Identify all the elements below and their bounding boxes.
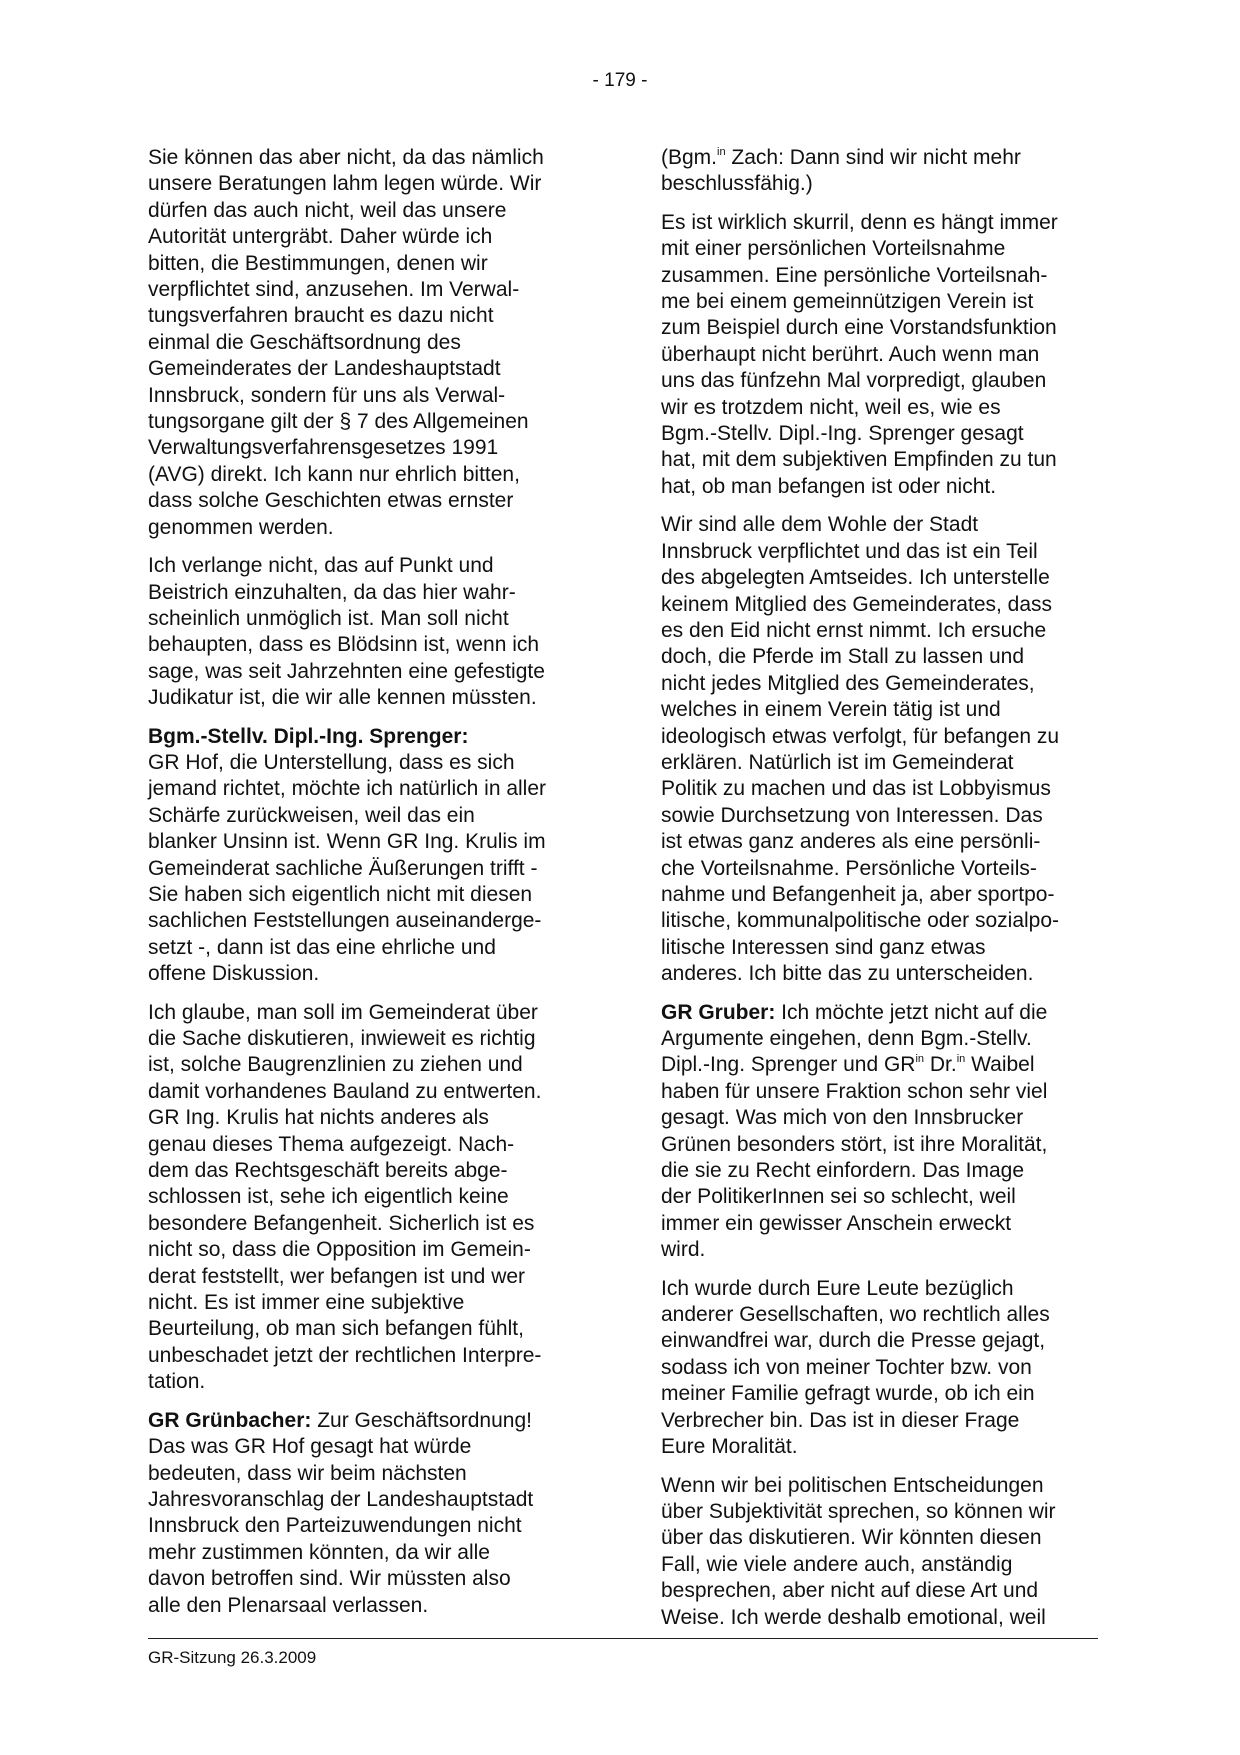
text-line: Das was GR Hof gesagt hat würde (148, 1435, 472, 1459)
text-line: ideologisch etwas verfolgt, für befangen zu (661, 724, 1060, 748)
text-line: nicht. Es ist immer eine subjektive (148, 1291, 465, 1315)
text-line: überhaupt nicht berührt. Auch wenn man (661, 342, 1040, 366)
text-line: sowie Durchsetzung von Interessen. Das (661, 803, 1043, 827)
paragraph (661, 1473, 1099, 1631)
text-line: haben für unsere Fraktion schon sehr viel (661, 1079, 1048, 1103)
text-line: meiner Familie gefragt wurde, ob ich ein (661, 1382, 1035, 1406)
text-run: Dr. (924, 1053, 957, 1077)
text-line: anderes. Ich bitte das zu unterscheiden. (661, 962, 1034, 986)
text-line: Weise. Ich werde deshalb emotional, weil (661, 1605, 1046, 1629)
text-line: welches in einem Verein tätig ist und (661, 698, 1001, 722)
text-line: blanker Unsinn ist. Wenn GR Ing. Krulis im (148, 830, 546, 854)
speech-first-line (661, 1000, 1099, 1026)
text-line: Gemeinderat sachliche Äußerungen trifft - (148, 856, 538, 880)
text-line: Fall, wie viele andere auch, anständig (661, 1552, 1013, 1576)
text-line: zum Beispiel durch eine Vorstandsfunktion (661, 316, 1057, 340)
text-line: die sie zu Recht einfordern. Das Image (661, 1159, 1025, 1183)
text-line: Sie können das aber nicht, da das nämlich (148, 146, 544, 169)
speech-text (148, 750, 586, 988)
text-line: zusammen. Eine persönliche Vorteilsnah- (661, 263, 1048, 287)
text-line: tungsorgane gilt der § 7 des Allgemeinen (148, 410, 529, 434)
text-line: ist etwas ganz anderes als eine persönli- (661, 830, 1041, 854)
interjection-line (661, 145, 1099, 171)
text-line: unbeschadet jetzt der rechtlichen Interpre- (148, 1343, 542, 1367)
text-line: über Subjektivität sprechen, so können wir (661, 1499, 1056, 1523)
interjection-speaker: (Bgm. (661, 146, 718, 169)
paragraph (661, 210, 1099, 500)
text-line: gesagt. Was mich von den Innsbrucker (661, 1106, 1024, 1130)
text-line: genommen werden. (148, 515, 334, 539)
text-line: Schärfe zurückweisen, weil das ein (148, 803, 475, 827)
text-line: verpflichtet sind, anzusehen. Im Verwal- (148, 278, 520, 302)
text-line: einwandfrei war, durch die Presse gejagt, (661, 1329, 1046, 1353)
page-number: - 179 - (592, 70, 648, 91)
text-line: des abgelegten Amtseides. Ich unterstelle (661, 566, 1050, 590)
text-line: doch, die Pferde im Stall zu lassen und (661, 645, 1025, 669)
text-line: Ich verlange nicht, das auf Punkt und (148, 554, 494, 578)
text-line: schlossen ist, sehe ich eigentlich keine (148, 1185, 509, 1209)
speaker-name: GR Gruber: (661, 1000, 776, 1024)
text-line: keinem Mitglied des Gemeinderates, dass (661, 592, 1053, 616)
right-column (661, 145, 1099, 1643)
text-line: setzt -, dann ist das eine ehrliche und (148, 935, 496, 959)
text-line: Wenn wir bei politischen Entscheidungen (661, 1473, 1044, 1497)
text-run: Waibel (965, 1053, 1035, 1077)
paragraph (661, 1276, 1099, 1461)
text-line: ist, solche Baugrenzlinien zu ziehen und (148, 1053, 523, 1077)
speech-sprenger (148, 724, 586, 988)
text-line: jemand richtet, möchte ich natürlich in aller (148, 777, 547, 801)
text-line: wird. (661, 1238, 706, 1262)
text-line: immer ein gewisser Anschein erweckt (661, 1211, 1012, 1235)
text-line: Beistrich einzuhalten, da das hier wahr- (148, 580, 516, 604)
text-line: che Vorteilsnahme. Persönliche Vorteils- (661, 856, 1037, 880)
speech-gruenbacher (148, 1408, 586, 1619)
text-line: Innsbruck, sondern für uns als Verwal- (148, 383, 506, 407)
text-line: hat, ob man befangen ist oder nicht. (661, 474, 997, 498)
speaker-name: GR Grünbacher: (148, 1408, 312, 1432)
speech-first-line (148, 1408, 586, 1434)
speech-line (661, 1052, 1099, 1078)
text-line: dürfen das auch nicht, weil das unsere (148, 198, 507, 222)
speaker-name: Bgm.-Stellv. Dipl.-Ing. Sprenger: (148, 724, 469, 748)
text-line: scheinlich unmöglich ist. Man soll nicht (148, 606, 509, 630)
text-line: bedeuten, dass wir beim nächsten (148, 1461, 467, 1485)
text-line: besprechen, aber nicht auf diese Art und (661, 1579, 1039, 1603)
speech-gruber (661, 1000, 1099, 1264)
text-line: Judikatur ist, die wir alle kennen müssten. (148, 686, 537, 710)
speech-text (661, 1079, 1099, 1264)
footer-session-label: GR-Sitzung 26.3.2009 (148, 1648, 317, 1667)
text-line: Beurteilung, ob man sich befangen fühlt, (148, 1317, 524, 1341)
paragraph (661, 512, 1099, 987)
speech-text (148, 1434, 586, 1619)
left-column (148, 145, 586, 1631)
text-line: sodass ich von meiner Tochter bzw. von (661, 1355, 1032, 1379)
text-line: dem das Rechtsgeschäft bereits abge- (148, 1159, 508, 1183)
text-line: Eure Moralität. (661, 1435, 798, 1459)
text-line: Verwaltungsverfahrensgesetzes 1991 (148, 436, 499, 460)
text-line: der PolitikerInnen sei so schlecht, weil (661, 1185, 1016, 1209)
text-line: alle den Plenarsaal verlassen. (148, 1593, 429, 1617)
text-line: hat, mit dem subjektiven Empfinden zu tun (661, 448, 1057, 472)
text-line: bitten, die Bestimmungen, denen wir (148, 251, 488, 275)
text-line: die Sache diskutieren, inwieweit es richtig (148, 1027, 536, 1050)
text-line: litische, kommunalpolitische oder sozialpo- (661, 909, 1060, 933)
text-line: Ich wurde durch Eure Leute bezüglich (661, 1276, 1014, 1300)
text-line: nahme und Befangenheit ja, aber sportpo- (661, 882, 1055, 906)
footer-divider (148, 1638, 1098, 1639)
text-line: Wir sind alle dem Wohle der Stadt (661, 513, 979, 537)
text-line: damit vorhandenes Bauland zu entwerten. (148, 1079, 542, 1103)
text-line: unsere Beratungen lahm legen würde. Wir (148, 172, 542, 196)
text-line: über das diskutieren. Wir könnten diesen (661, 1526, 1042, 1550)
interjection-zach (661, 145, 1099, 198)
text-line: wir es trotzdem nicht, weil es, wie es (661, 395, 1001, 419)
text-line: anderer Gesellschaften, wo rechtlich alles (661, 1303, 1050, 1327)
text-line: Ich glaube, man soll im Gemeinderat über (148, 1000, 538, 1024)
text-line: tation. (148, 1370, 206, 1394)
interjection-text: Zach: Dann sind wir nicht mehr (725, 146, 1021, 169)
text-line: (AVG) direkt. Ich kann nur ehrlich bitten, (148, 462, 520, 486)
paragraph (148, 553, 586, 711)
text-line: me bei einem gemeinnützigen Verein ist (661, 290, 1034, 314)
text-line: einmal die Geschäftsordnung des (148, 330, 461, 354)
text-run: Dipl.-Ing. Sprenger und GR (661, 1053, 916, 1077)
text-line: davon betroffen sind. Wir müssten also (148, 1567, 511, 1591)
text-line: Sie haben sich eigentlich nicht mit diesen (148, 882, 533, 906)
text-line: Verbrecher bin. Das ist in dieser Frage (661, 1408, 1020, 1432)
text-line: Bgm.-Stellv. Dipl.-Ing. Sprenger gesagt (661, 422, 1024, 446)
text-line: erklären. Natürlich ist im Gemeinderat (661, 750, 1014, 774)
text-line: Politik zu machen und das ist Lobbyismus (661, 777, 1051, 801)
text-line: Autorität untergräbt. Daher würde ich (148, 225, 493, 249)
speech-text: Ich möchte jetzt nicht auf die (775, 1000, 1048, 1024)
text-line: genau dieses Thema aufgezeigt. Nach- (148, 1132, 515, 1156)
text-line: Innsbruck den Parteizuwendungen nicht (148, 1514, 522, 1538)
text-line: Jahresvoranschlag der Landeshauptstadt (148, 1487, 534, 1511)
superscript: in (717, 146, 726, 158)
text-line: Es ist wirklich skurril, denn es hängt immer (661, 210, 1058, 234)
paragraph (148, 1000, 586, 1396)
text-line: derat feststellt, wer befangen ist und wer (148, 1264, 526, 1288)
text-line: uns das fünfzehn Mal vorpredigt, glauben (661, 369, 1047, 393)
text-line: besondere Befangenheit. Sicherlich ist es (148, 1211, 535, 1235)
text-line: sage, was seit Jahrzehnten eine gefestigte (148, 659, 545, 683)
text-line: sachlichen Feststellungen auseinanderge- (148, 909, 542, 933)
text-line: GR Ing. Krulis hat nichts anderes als (148, 1106, 489, 1130)
text-line: Gemeinderates der Landeshauptstadt (148, 357, 501, 381)
text-line: es den Eid nicht ernst nimmt. Ich ersuche (661, 618, 1047, 642)
superscript: in (915, 1053, 925, 1066)
text-line: mehr zustimmen könnten, da wir alle (148, 1540, 490, 1564)
text-line: dass solche Geschichten etwas ernster (148, 489, 514, 513)
paragraph (148, 145, 586, 541)
superscript: in (956, 1053, 966, 1066)
speech-line: Argumente eingehen, denn Bgm.-Stellv. (661, 1027, 1032, 1050)
interjection-line: beschlussfähig.) (661, 172, 813, 196)
text-line: nicht jedes Mitglied des Gemeinderates, (661, 671, 1035, 695)
text-line: Innsbruck verpflichtet und das ist ein Teil (661, 539, 1038, 563)
speech-text: Zur Geschäftsordnung! (311, 1408, 532, 1432)
text-line: offene Diskussion. (148, 962, 320, 986)
text-line: Grünen besonders stört, ist ihre Moralität, (661, 1132, 1048, 1156)
text-line: tungsverfahren braucht es dazu nicht (148, 304, 494, 328)
text-line: mit einer persönlichen Vorteilsnahme (661, 237, 1006, 261)
text-line: behaupten, dass es Blödsinn ist, wenn ich (148, 633, 540, 657)
text-line: GR Hof, die Unterstellung, dass es sich (148, 750, 515, 774)
text-line: litische Interessen sind ganz etwas (661, 935, 986, 959)
text-line: nicht so, dass die Opposition im Gemein- (148, 1238, 531, 1262)
